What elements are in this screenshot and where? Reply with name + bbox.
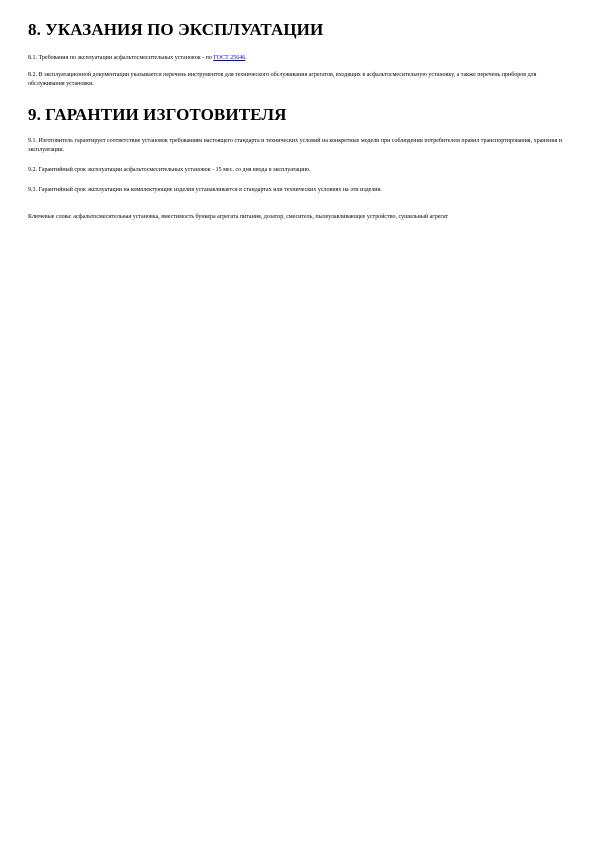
paragraph-9-3: 9.3. Гарантийный срок эксплуатации на комплектующие изделия устанавливается в стандартах или технических условиях на эти изделия.: [28, 187, 382, 193]
paragraph-8-1: [28, 54, 568, 63]
paragraph-8-1-text: 8.1. Требования по эксплуатации асфальтосмесительных установок - по: [28, 55, 214, 61]
section-9-title: 9. ГАРАНТИИ ИЗГОТОВИТЕЛЯ: [28, 105, 287, 124]
gost-25646-link[interactable]: ГОСТ 25646: [213, 55, 246, 61]
paragraph-9-1: 9.1. Изготовитель гарантирует соответствие установок требованиям настоящего стандарта и технических условий на конкретные модели при соблюдении потребителем правил транспортирования, хранения и эксплуатации.: [28, 138, 562, 153]
paragraph-9-2: 9.2. Гарантийный срок эксплуатации асфальтосмесительных установок - 15 мес. со дня ввода в эксплуатацию.: [28, 167, 311, 173]
section-8-title: 8. УКАЗАНИЯ ПО ЭКСПЛУАТАЦИИ: [28, 20, 324, 39]
keywords-paragraph: Ключевые слова: асфальтосмесительная установка, вместимость бункера агрегата питания, дозатор, смеситель, пылеулавливающее устройство, сушильный агрегат: [28, 214, 448, 220]
paragraph-8-1-end: .: [245, 55, 247, 61]
paragraph-8-2: 8.2. В эксплуатационной документации указывается перечень инструментов для технического обслуживания агрегатов, входящих в асфальтосмесительную установку, а также перечень приборов для обслуживания установки.: [28, 72, 537, 87]
